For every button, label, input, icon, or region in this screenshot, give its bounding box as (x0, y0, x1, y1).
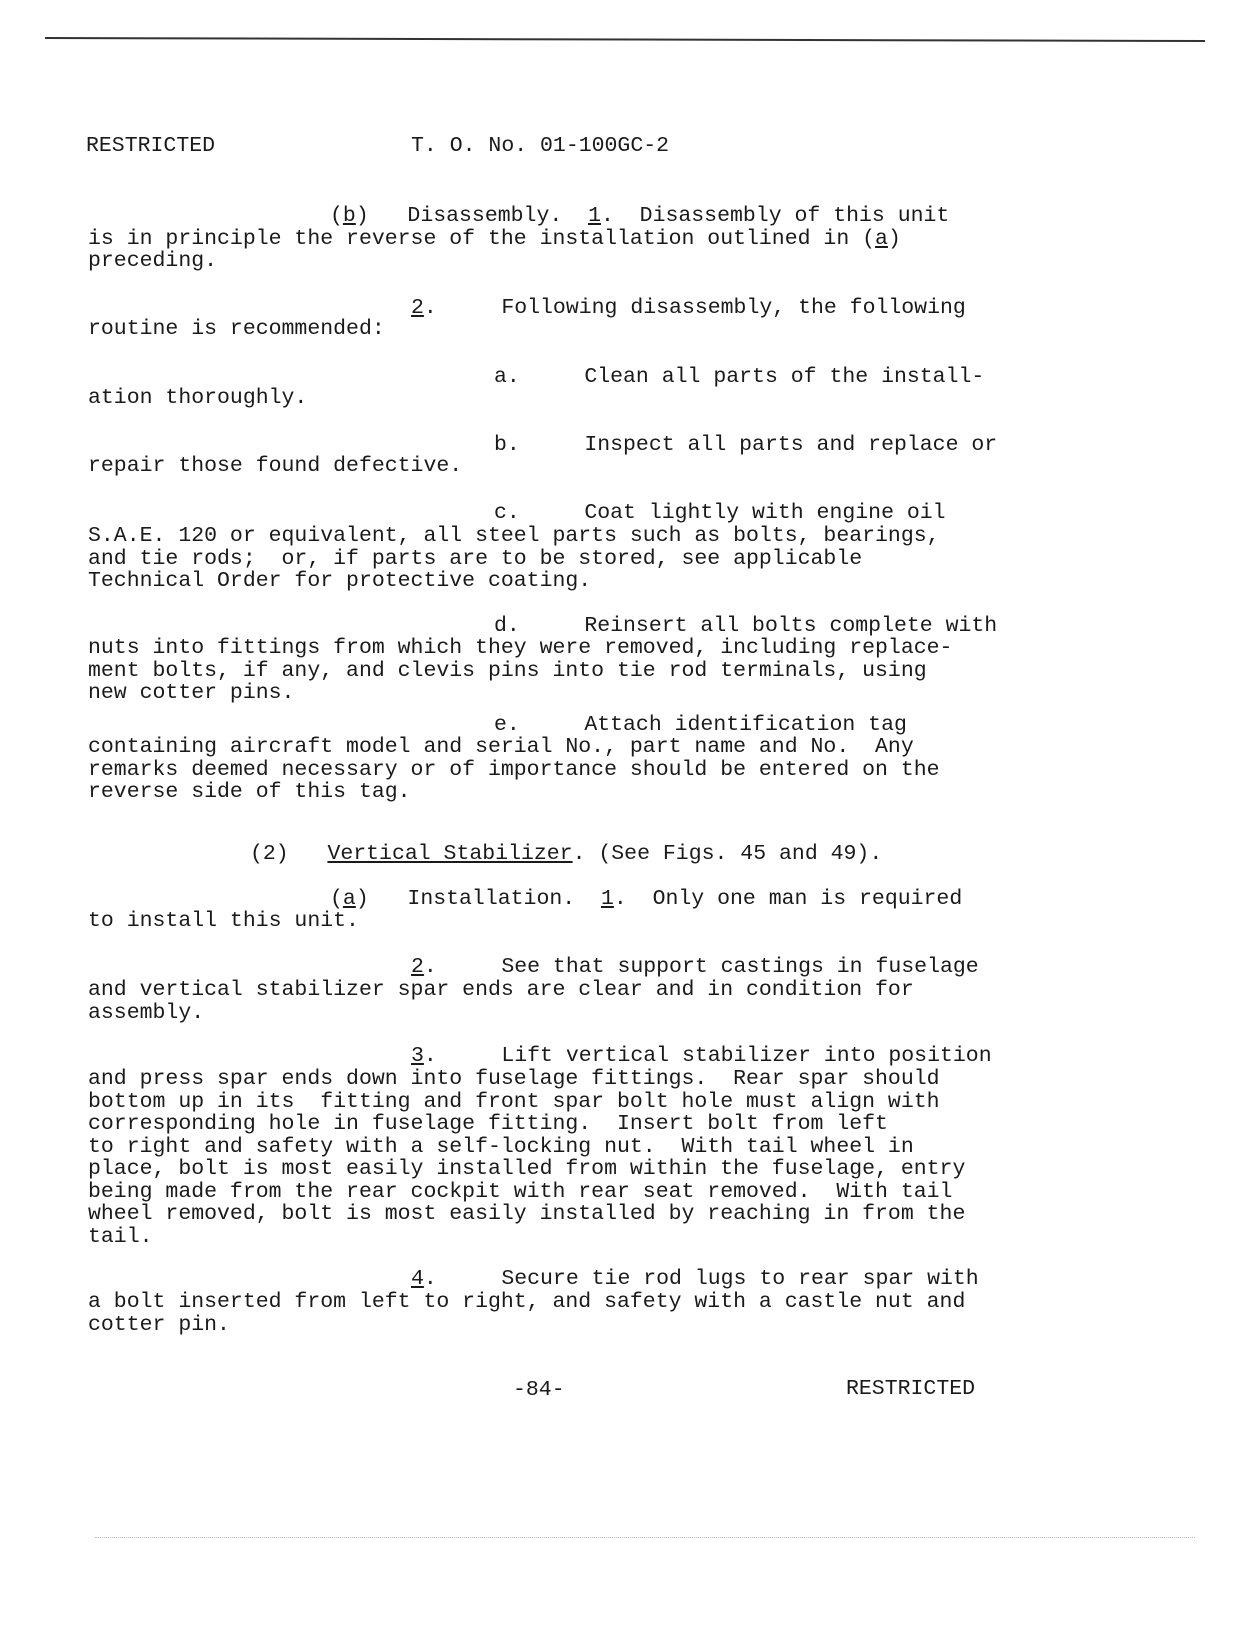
installation-step4-first: 4. Secure tie rod lugs to rear spar with (411, 1267, 979, 1291)
installation-step3-first: 3. Lift vertical stabilizer into position (411, 1044, 992, 1068)
item-e-first: e. Attach identification tag (494, 713, 907, 737)
header-classification: RESTRICTED (86, 134, 216, 158)
vertical-stabilizer-heading: (2) Vertical Stabilizer. (See Figs. 45 and 49). (250, 842, 883, 866)
item-b-first: b. Inspect all parts and replace or (494, 433, 998, 457)
item-a-first: a. Clean all parts of the install- (494, 365, 985, 389)
installation-heading: (a) Installation. 1. Only one man is required (330, 887, 963, 911)
item-c-first: c. Coat lightly with engine oil (494, 501, 946, 525)
disassembly-step2-line1: 2. Following disassembly, the following (411, 296, 966, 320)
installation-step2-first: 2. See that support castings in fuselage (411, 955, 979, 979)
installation-step3-rest: and press spar ends down into fuselage fittings. Rear spar should bottom up in its fitting and front spar bolt hole must align with corresponding hole in fuselage fitting. Insert bolt from left to right and safety with a self-locking nut. With tail wheel in place, bolt is most easily installed from within the fuselage, entry being made from the rear cockpit with rear seat removed. With tail wheel removed, bolt is most easily installed by reaching in from the tail. (88, 1067, 966, 1249)
disassembly-step2-line2: routine is recommended: (88, 317, 385, 341)
page-number: -84- (513, 1378, 565, 1402)
installation-step4-rest: a bolt inserted from left to right, and safety with a castle nut and cotter pin. (88, 1290, 966, 1337)
item-c-rest: S.A.E. 120 or equivalent, all steel parts such as bolts, bearings, and tie rods; or, if parts are to be stored, see applicable Technical Order for protective coating. (88, 524, 940, 593)
item-e-rest: containing aircraft model and serial No., part name and No. Any remarks deemed necessary or of importance should be entered on the reverse side of this tag. (88, 735, 940, 804)
item-b-second: repair those found defective. (88, 454, 463, 478)
bottom-scan-line (95, 1537, 1195, 1538)
top-border-line (45, 37, 1205, 42)
disassembly-heading: (b) Disassembly. 1. Disassembly of this unit (330, 204, 950, 228)
footer-classification: RESTRICTED (846, 1377, 976, 1401)
item-d-rest: nuts into fittings from which they were removed, including replace- ment bolts, if any, and clevis pins into tie rod terminals, using new cotter pins. (88, 636, 953, 705)
disassembly-step1-line3: preceding. (88, 249, 218, 273)
installation-step1-line2: to install this unit. (88, 909, 359, 933)
disassembly-step1-line2: is in principle the reverse of the installation outlined in (a) (88, 227, 901, 251)
installation-step2-rest: and vertical stabilizer spar ends are clear and in condition for assembly. (88, 978, 914, 1025)
header-order-number: T. O. No. 01-100GC-2 (411, 134, 670, 158)
item-d-first: d. Reinsert all bolts complete with (494, 614, 998, 638)
item-a-second: ation thoroughly. (88, 386, 308, 410)
